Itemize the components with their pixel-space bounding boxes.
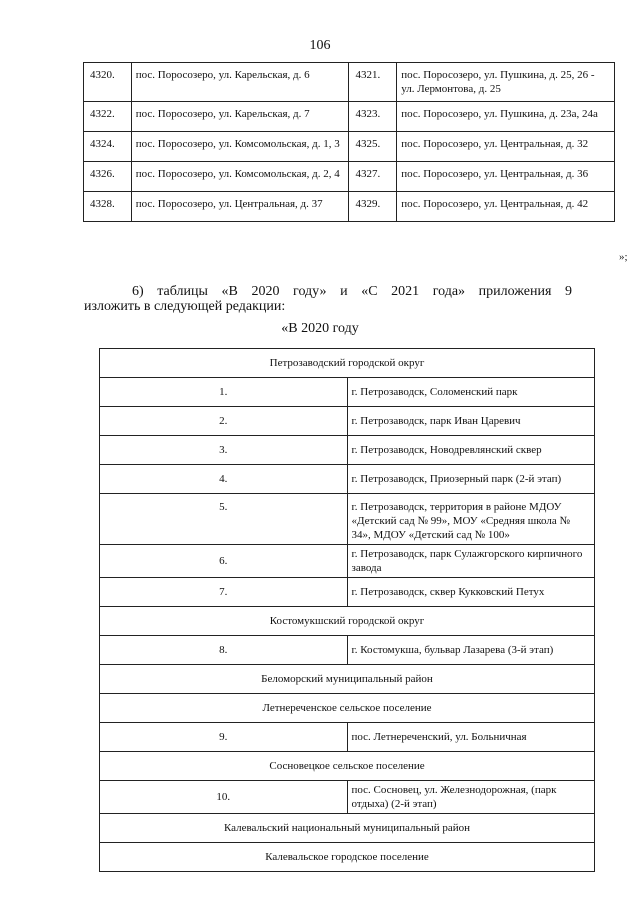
entry-address: пос. Поросозеро, ул. Карельская, д. 6: [131, 63, 349, 102]
entry-address: пос. Поросозеро, ул. Центральная, д. 32: [397, 132, 615, 162]
entry-address: пос. Поросозеро, ул. Пушкина, д. 23а, 24а: [397, 102, 615, 132]
section-header: Калевальский национальный муниципальный район: [100, 814, 595, 843]
section-header-row: [100, 607, 595, 636]
paragraph-word: 9: [565, 284, 572, 299]
item-number: 3.: [100, 436, 348, 465]
entry-address: пос. Поросозеро, ул. Пушкина, д. 25, 26 - ул. Лермонтова, д. 25: [397, 63, 615, 102]
table-row: [100, 636, 595, 665]
paragraph-word: «В: [221, 284, 238, 299]
item-location: г. Петрозаводск, сквер Кукковский Петух: [347, 578, 595, 607]
entry-address: пос. Поросозеро, ул. Комсомольская, д. 1, 3: [131, 132, 349, 162]
table-row: [84, 132, 615, 162]
table-title: «В 2020 году: [281, 321, 359, 336]
item-number: 2.: [100, 407, 348, 436]
paragraph-word: и: [340, 284, 348, 299]
item-number: 5.: [100, 494, 348, 545]
table-row: [84, 102, 615, 132]
table-row: [100, 723, 595, 752]
section-header-row: [100, 843, 595, 872]
table-row: [84, 192, 615, 222]
entry-number: 4328.: [84, 192, 132, 222]
item-number: 10.: [100, 781, 348, 814]
table-row: [84, 63, 615, 102]
item-location: г. Петрозаводск, Соломенский парк: [347, 378, 595, 407]
paragraph-word: приложения: [478, 284, 552, 299]
entry-address: пос. Поросозеро, ул. Комсомольская, д. 2, 4: [131, 162, 349, 192]
table-row: [100, 578, 595, 607]
item-location: г. Петрозаводск, территория в районе МДОУ «Детский сад № 99», МОУ «Средняя школа № 34», МДОУ «Детский сад № 100»: [347, 494, 595, 545]
entry-number: 4321.: [349, 63, 397, 102]
section-header: Сосновецкое сельское поселение: [100, 752, 595, 781]
paragraph-word: «С: [361, 284, 378, 299]
section-header: Беломорский муниципальный район: [100, 665, 595, 694]
section-header: Петрозаводский городской округ: [100, 349, 595, 378]
paragraph-word: 2020: [251, 284, 280, 299]
table-row: [100, 465, 595, 494]
entry-number: 4329.: [349, 192, 397, 222]
paragraph-word: 2021: [391, 284, 420, 299]
paragraph-word: году»: [293, 284, 327, 299]
entry-number: 4324.: [84, 132, 132, 162]
entry-number: 4322.: [84, 102, 132, 132]
table-row: [100, 494, 595, 545]
entry-number: 4323.: [349, 102, 397, 132]
item-number: 4.: [100, 465, 348, 494]
paragraph-word: 6): [132, 284, 144, 299]
item-location: г. Петрозаводск, Новодревлянский сквер: [347, 436, 595, 465]
entry-address: пос. Поросозеро, ул. Центральная, д. 36: [397, 162, 615, 192]
table-row: [84, 162, 615, 192]
table-row: [100, 545, 595, 578]
paragraph-line-1: [84, 284, 572, 299]
item-number: 8.: [100, 636, 348, 665]
paragraph-word: таблицы: [157, 284, 208, 299]
item-number: 1.: [100, 378, 348, 407]
item-location: пос. Сосновец, ул. Железнодорожная, (парк отдыха) (2-й этап): [347, 781, 595, 814]
section-header-row: [100, 752, 595, 781]
section-header: Летнереченское сельское поселение: [100, 694, 595, 723]
item-number: 6.: [100, 545, 348, 578]
table-row: [100, 781, 595, 814]
section-header-row: [100, 814, 595, 843]
section-header: Костомукшский городской округ: [100, 607, 595, 636]
entry-number: 4326.: [84, 162, 132, 192]
item-location: г. Петрозаводск, Приозерный парк (2-й этап): [347, 465, 595, 494]
addresses-table: [83, 62, 615, 222]
closing-quote: »;: [619, 251, 628, 263]
table-row: [100, 436, 595, 465]
item-location: г. Петрозаводск, парк Сулажгорского кирпичного завода: [347, 545, 595, 578]
entry-address: пос. Поросозеро, ул. Центральная, д. 42: [397, 192, 615, 222]
section-header-row: [100, 665, 595, 694]
entry-address: пос. Поросозеро, ул. Карельская, д. 7: [131, 102, 349, 132]
item-location: г. Петрозаводск, парк Иван Царевич: [347, 407, 595, 436]
page-number: 106: [309, 38, 331, 53]
entry-number: 4325.: [349, 132, 397, 162]
paragraph-line-2: изложить в следующей редакции:: [84, 299, 286, 314]
parks-2020-table: [99, 348, 595, 872]
amendment-paragraph: [84, 284, 572, 314]
item-location: пос. Летнереченский, ул. Больничная: [347, 723, 595, 752]
entry-number: 4327.: [349, 162, 397, 192]
entry-number: 4320.: [84, 63, 132, 102]
section-header: Калевальское городское поселение: [100, 843, 595, 872]
item-number: 9.: [100, 723, 348, 752]
item-location: г. Костомукша, бульвар Лазарева (3-й этап): [347, 636, 595, 665]
table-row: [100, 378, 595, 407]
paragraph-word: года»: [432, 284, 466, 299]
item-number: 7.: [100, 578, 348, 607]
section-header-row: [100, 694, 595, 723]
table-row: [100, 407, 595, 436]
section-header-row: [100, 349, 595, 378]
entry-address: пос. Поросозеро, ул. Центральная, д. 37: [131, 192, 349, 222]
